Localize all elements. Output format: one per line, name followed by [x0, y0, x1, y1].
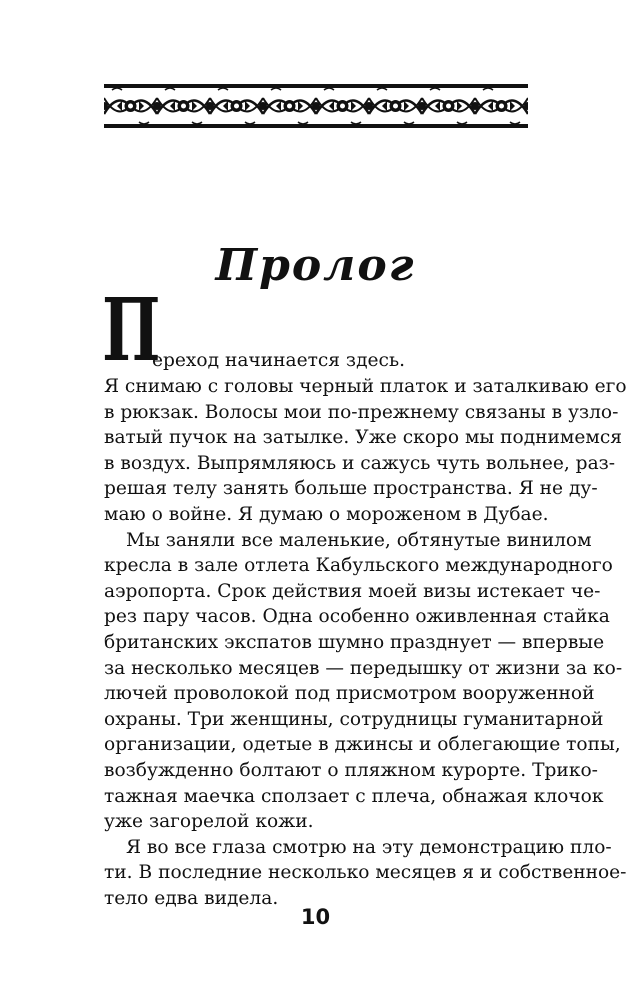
drop-cap: П — [102, 280, 161, 381]
text-line: аэропорта. Срок действия моей визы истекает че- — [104, 580, 601, 602]
first-line-text: ереход начинается здесь. — [152, 350, 405, 371]
paragraph-1 — [104, 374, 627, 528]
text-line: организации, одетые в джинсы и облегающие топы, — [104, 734, 621, 756]
text-line: в воздух. Выпрямляюсь и сажусь чуть вольнее, раз- — [104, 452, 616, 474]
text-line: в рюкзак. Волосы мои по-прежнему связаны в узло- — [104, 401, 619, 423]
text-line: охраны. Три женщины, сотрудницы гуманитарной — [104, 708, 604, 730]
text-line: уже загорелой кожи. — [104, 811, 314, 833]
text-line: Мы заняли все маленькие, обтянутые винилом — [126, 529, 592, 551]
page-number: 10 — [300, 905, 331, 929]
text-line: Я снимаю с головы черный платок и заталкиваю его — [104, 376, 627, 397]
text-line: кресла в зале отлета Кабульского международного — [104, 555, 613, 577]
text-line: возбужденно болтают о пляжном курорте. Трико- — [104, 759, 598, 781]
text-line: рез пару часов. Одна особенно оживленная стайка — [104, 606, 610, 628]
text-line: ти. В последние несколько месяцев я и собственное- — [104, 862, 627, 884]
ornamental-border — [104, 84, 528, 128]
text-line: Я во все глаза смотрю на эту демонстрацию пло- — [126, 836, 612, 858]
chapter-title: Пролог — [215, 240, 416, 291]
text-line: маю о войне. Я думаю о мороженом в Дубае. — [104, 503, 549, 525]
text-line: британских экспатов шумно празднует — впервые — [104, 631, 605, 653]
ornament-pattern-icon — [104, 84, 528, 128]
paragraph-3 — [104, 835, 627, 912]
text-line: ватый пучок на затылке. Уже скоро мы поднимемся — [104, 427, 623, 449]
text-line: решая телу занять больше пространства. Я не ду- — [104, 478, 598, 500]
text-line: тело едва видела. — [104, 887, 279, 909]
body-text — [102, 280, 627, 911]
text-line: лючей проволокой под присмотром вооруженной — [104, 683, 595, 705]
paragraph-2 — [104, 528, 623, 835]
text-line: за несколько месяцев — передышку от жизни за ко- — [104, 657, 623, 679]
text-line: тажная маечка сползает с плеча, обнажая клочок — [104, 785, 604, 807]
